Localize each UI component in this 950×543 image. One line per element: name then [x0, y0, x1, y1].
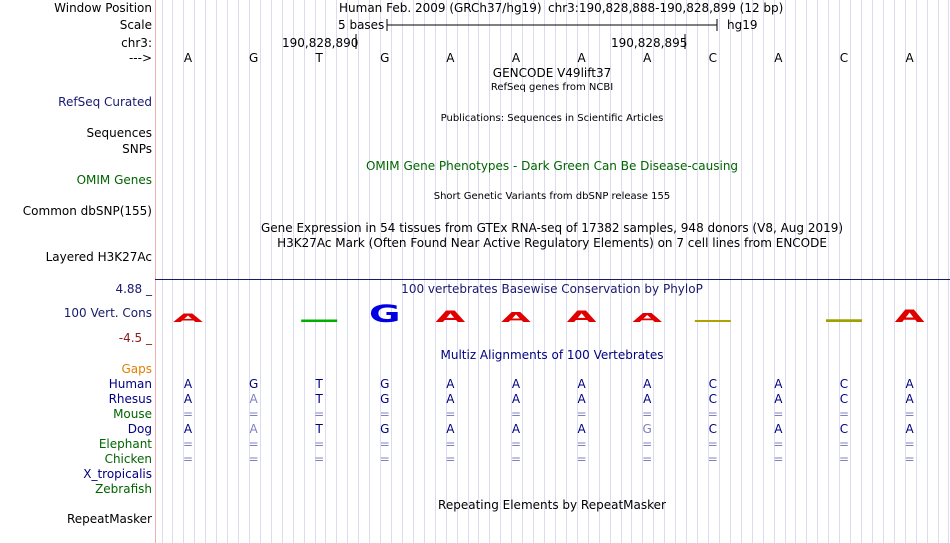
alignment-base: C: [708, 422, 717, 436]
conservation-glyph: A: [501, 309, 531, 326]
species-label[interactable]: Chicken: [104, 452, 152, 466]
alignment-base: A: [183, 377, 193, 391]
omim-genes-label[interactable]: OMIM Genes: [76, 173, 152, 187]
gaps-label[interactable]: Gaps: [121, 362, 152, 376]
alignment-base: =: [773, 452, 784, 466]
reference-base: A: [511, 51, 521, 65]
phylop-conservation-plot[interactable]: [0, 298, 950, 326]
alignment-base: A: [577, 422, 586, 436]
layered-h3k27ac-label[interactable]: Layered H3K27Ac: [45, 250, 152, 264]
alignment-base: A: [774, 422, 783, 436]
alignment-base: A: [643, 392, 652, 406]
alignment-base: A: [643, 377, 652, 391]
alignment-base: =: [773, 407, 784, 421]
species-label[interactable]: X_tropicalis: [83, 467, 152, 481]
alignment-base: T: [315, 392, 323, 406]
coord-tick-1: 190,828,890: [282, 36, 359, 50]
alignment-base: =: [838, 437, 850, 451]
alignment-base: A: [511, 377, 521, 391]
alignment-base: C: [839, 392, 849, 406]
reference-base: G: [380, 51, 390, 65]
snp-track-title[interactable]: Short Genetic Variants from dbSNP release 155: [433, 191, 671, 202]
alignment-base: =: [510, 407, 522, 421]
alignment-base: =: [642, 452, 653, 466]
alignment-base: A: [905, 422, 914, 436]
alignment-base: =: [314, 407, 325, 421]
alignment-base: A: [511, 422, 521, 436]
gencode-track-title[interactable]: GENCODE V49lift37: [492, 66, 612, 80]
alignment-base: =: [379, 407, 390, 421]
conservation-glyph: A: [632, 309, 663, 326]
alignment-base: A: [774, 377, 783, 391]
omim-track-title[interactable]: OMIM Gene Phenotypes - Dark Green Can Be Disease-causing: [365, 159, 739, 173]
alignment-base: =: [642, 437, 653, 451]
alignment-base: =: [182, 452, 194, 466]
alignment-base: =: [707, 407, 718, 421]
alignment-base: G: [380, 392, 390, 406]
snps-label[interactable]: SNPs: [122, 142, 152, 156]
chrom-label: chr3:: [121, 36, 152, 50]
species-label[interactable]: Dog: [127, 422, 152, 436]
strand-arrow-label: --->: [128, 51, 152, 65]
alignment-base: =: [314, 437, 325, 451]
species-label[interactable]: Zebrafish: [95, 482, 152, 496]
repeatmasker-label[interactable]: RepeatMasker: [66, 512, 152, 526]
reference-base: C: [708, 51, 717, 65]
alignment-base: A: [446, 392, 455, 406]
alignment-base: A: [183, 392, 193, 406]
alignment-base: =: [707, 452, 718, 466]
sequences-label[interactable]: Sequences: [86, 126, 152, 140]
alignment-base: =: [248, 452, 259, 466]
alignment-base: =: [445, 437, 456, 451]
alignment-base: =: [248, 437, 259, 451]
refseq-track-title[interactable]: RefSeq genes from NCBI: [490, 82, 614, 93]
alignment-base: G: [248, 377, 259, 391]
conservation-mark: [826, 319, 862, 322]
alignment-base: C: [839, 377, 849, 391]
alignment-base: =: [576, 437, 587, 451]
reference-base: G: [248, 51, 259, 65]
alignment-base: A: [183, 422, 193, 436]
conservation-mark: [695, 320, 731, 322]
common-dbsnp-label[interactable]: Common dbSNP(155): [22, 204, 152, 218]
db-name: hg19: [727, 18, 758, 32]
scale-label: Scale: [119, 18, 152, 32]
scale-bar: [386, 17, 720, 33]
conservation-glyph: G: [369, 299, 401, 326]
coord-tick-1-mark: [355, 34, 357, 49]
publications-track-title[interactable]: Publications: Sequences in Scientific Articles: [440, 113, 664, 124]
alignment-base: =: [182, 437, 194, 451]
species-label[interactable]: Human: [108, 377, 152, 391]
reference-base: A: [774, 51, 783, 65]
alignment-base: G: [380, 377, 390, 391]
alignment-base: =: [838, 407, 850, 421]
species-label[interactable]: Rhesus: [108, 392, 152, 406]
alignment-base: A: [446, 422, 455, 436]
reference-base: A: [905, 51, 914, 65]
multiz-track-title[interactable]: Multiz Alignments of 100 Vertebrates: [440, 348, 664, 362]
alignment-base: =: [576, 407, 587, 421]
alignment-base: =: [576, 452, 587, 466]
alignment-base: C: [708, 377, 717, 391]
alignment-base: A: [249, 392, 258, 406]
alignment-base: G: [642, 422, 652, 436]
conservation-mark: [301, 320, 337, 323]
window-position-label: Window Position: [54, 1, 152, 15]
reference-base: A: [577, 51, 586, 65]
assembly-title: Human Feb. 2009 (GRCh37/hg19): [339, 1, 542, 15]
alignment-base: =: [445, 452, 456, 466]
alignment-base: A: [577, 392, 586, 406]
cons-max-label: 4.88 _: [115, 282, 152, 296]
alignment-base: =: [248, 407, 259, 421]
position-readout: chr3:190,828,888-190,828,899 (12 bp): [548, 1, 784, 15]
alignment-base: A: [577, 377, 586, 391]
alignment-base: A: [774, 392, 783, 406]
alignment-base: A: [446, 377, 455, 391]
alignment-base: =: [182, 407, 194, 421]
gtex-track-title[interactable]: Gene Expression in 54 tissues from GTEx RNA-seq of 17382 samples, 948 donors (V8, Aug 2019): [260, 221, 844, 235]
alignment-base: =: [707, 437, 718, 451]
alignment-base: =: [904, 407, 915, 421]
alignment-base: =: [510, 452, 522, 466]
conservation-glyph: A: [435, 307, 466, 326]
alignment-base: T: [315, 422, 323, 436]
phylop-track-title[interactable]: 100 vertebrates Basewise Conservation by PhyloP: [401, 282, 703, 296]
reference-base: A: [643, 51, 652, 65]
alignment-base: =: [904, 452, 915, 466]
alignment-base: =: [445, 407, 456, 421]
coord-tick-2-mark: [684, 34, 686, 49]
scale-text: 5 bases: [338, 18, 385, 32]
alignment-base: A: [249, 422, 258, 436]
reference-base: A: [183, 51, 193, 65]
refseq-curated-label[interactable]: RefSeq Curated: [58, 95, 152, 109]
alignment-base: C: [708, 392, 717, 406]
coord-tick-2: 190,828,895: [611, 36, 688, 50]
conservation-glyph: A: [566, 307, 597, 326]
alignment-base: =: [314, 452, 325, 466]
alignment-base: =: [642, 407, 653, 421]
alignment-base: =: [904, 437, 915, 451]
alignment-base: =: [838, 452, 850, 466]
reference-base: T: [315, 51, 323, 65]
alignment-base: =: [379, 452, 390, 466]
reference-base: C: [839, 51, 849, 65]
alignment-base: A: [905, 392, 914, 406]
alignment-base: A: [511, 392, 521, 406]
alignment-base: C: [839, 422, 849, 436]
reference-base: A: [446, 51, 455, 65]
vert-cons-label[interactable]: 100 Vert. Cons: [63, 306, 152, 320]
alignment-base: =: [379, 437, 390, 451]
h3k27ac-track-title[interactable]: H3K27Ac Mark (Often Found Near Active Regulatory Elements) on 7 cell lines from ENCODE: [277, 236, 827, 250]
conservation-glyph: A: [894, 306, 925, 326]
conservation-glyph: A: [173, 311, 203, 325]
alignment-base: =: [510, 437, 522, 451]
alignment-base: =: [773, 437, 784, 451]
repeatmasker-track-title[interactable]: Repeating Elements by RepeatMasker: [438, 498, 666, 512]
alignment-base: A: [905, 377, 914, 391]
species-label[interactable]: Elephant: [98, 437, 152, 451]
cons-min-label: -4.5 _: [118, 331, 152, 345]
alignment-base: G: [380, 422, 390, 436]
species-label[interactable]: Mouse: [113, 407, 152, 421]
alignment-base: T: [315, 377, 323, 391]
